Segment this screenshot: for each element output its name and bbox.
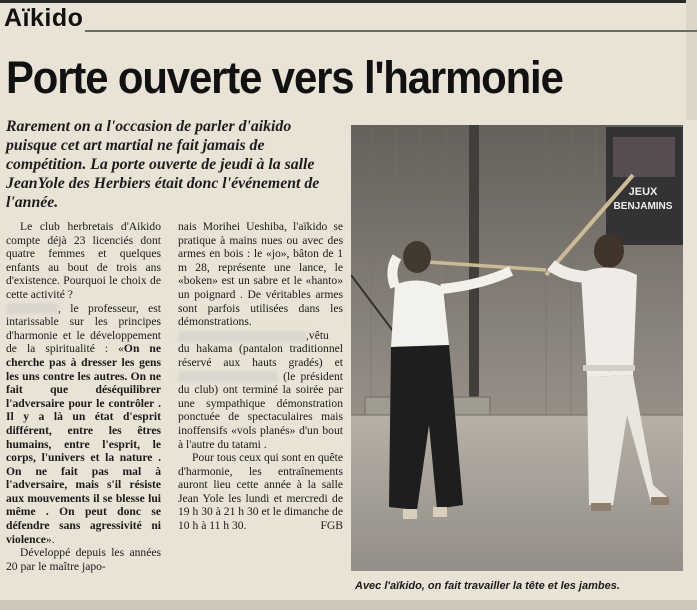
paragraph-text: ».: [45, 532, 55, 546]
text-column-1: [6, 220, 161, 573]
top-border: [0, 0, 697, 3]
poster-text-2: BENJAMINS: [613, 201, 673, 212]
paragraph: nais Morihei Ueshiba, l'aïkido se pratique à mains nues ou avec des armes en bois : le «jo», bâton de 1 m 28, représente une lance, le «boken» est un sabre et le «hanto» un poignard . De véritables armes sont parfois utilisées dans les démonstrations.: [178, 220, 343, 329]
aikido-demo-image: [351, 125, 683, 571]
article-photo: [351, 125, 683, 571]
poster-text-1: JEUX: [628, 186, 658, 198]
author-signature: FGB: [320, 518, 343, 532]
section-rubric: Aïkido: [4, 4, 84, 32]
paragraph: Le club herbretais d'Aikido compte déjà 23 licenciés dont quatre femmes et quelques enfants au bout de trois ans d'existence. Pourquoi le choix de cette activité ?: [6, 220, 161, 301]
paragraph: [178, 329, 343, 451]
paragraph: [6, 302, 161, 547]
photo-caption: Avec l'aïkido, on fait travailler la tête et les jambes.: [355, 580, 620, 592]
rubric-rule: [85, 30, 697, 32]
article-lead: Rarement on a l'occasion de parler d'aikido puisque cet art martial ne fait jamais de compétition. La porte ouverte de jeudi à la salle JeanYole des Herbiers était donc l'événement de l'année.: [6, 118, 320, 211]
paragraph: Développé depuis les années 20 par le maître japo-: [6, 546, 161, 573]
adjacent-column-strip: [686, 0, 697, 120]
redacted-name: [178, 371, 278, 382]
article-headline: Porte ouverte vers l'harmonie: [6, 52, 563, 103]
text-column-2: [178, 220, 343, 547]
paragraph-text: , le professeur, est intarissable sur les principes d'harmonie et le développement de la spiritualité : «: [6, 301, 161, 356]
bottom-edge: [0, 600, 697, 610]
quote-text: On ne cherche pas à dresser les gens les uns contre les autres. On ne fait que déséquilibrer l'adversaire pour le contrôler . Il y a là un état d'esprit différent, entre les êtres humains, entre l'esprit, le corps, l'univers et la nature . On ne fait pas mal à l'adversaire, mais s'il résiste aux mouvements il se blesse lui même . On peut donc se défendre sans agressivité ni violence: [6, 342, 161, 546]
paragraph: Pour tous ceux qui sont en quête d'harmonie, les entraînements auront lieu cette année à la salle Jean Yole les lundi et mercredi de 19 h 30 à 21 h 30 et le dimanche de 10 h à 11 h 30.: [178, 451, 343, 533]
paragraph-text: ,vêtu du hakama (pantalon traditionnel réservé aux hauts gradés) et: [178, 328, 343, 369]
paragraph-text: (le président du club) ont terminé la soirée par une sympathique démonstration ponctuée de spectaculaires mais inoffensifs «vols planés» d'un bout à l'autre du tatami .: [178, 369, 343, 451]
redacted-name: [6, 303, 58, 314]
redacted-name: [178, 331, 306, 342]
